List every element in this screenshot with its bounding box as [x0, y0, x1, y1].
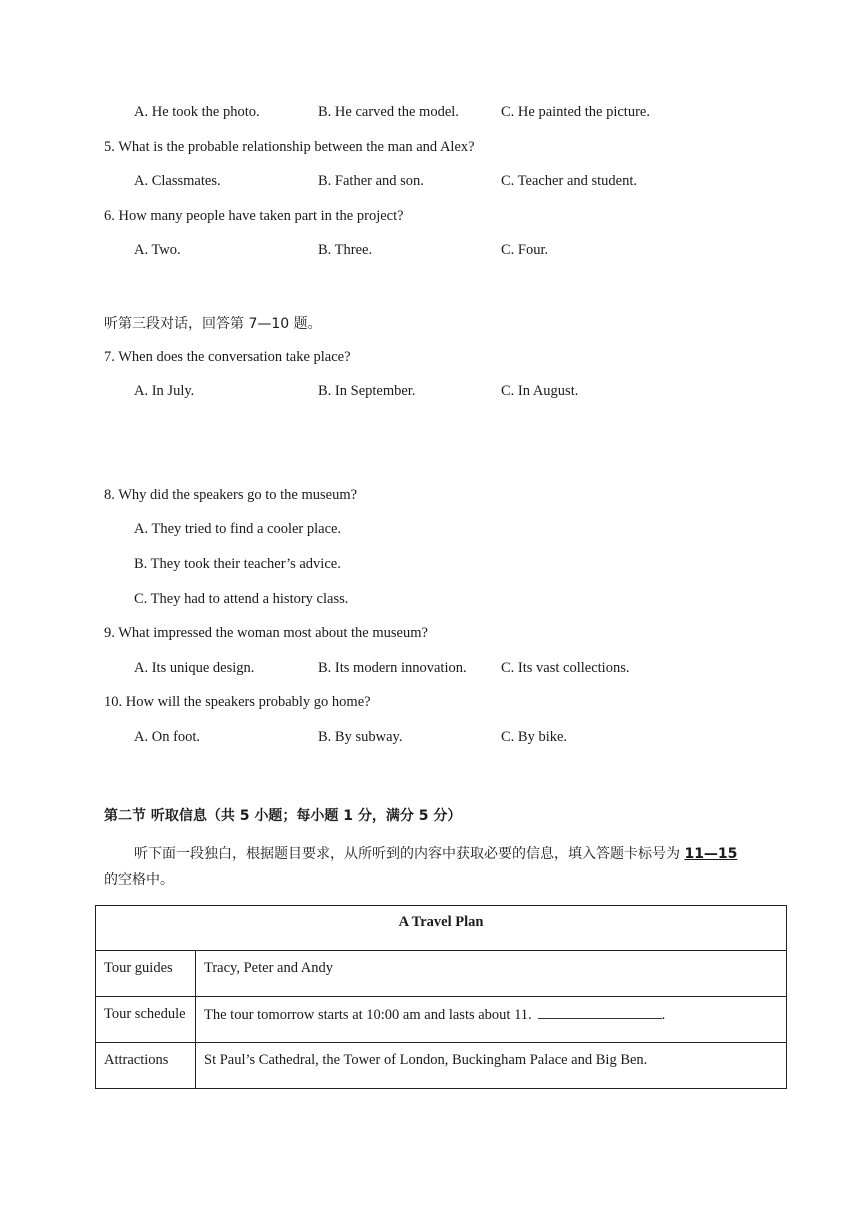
- q4-option-c: C. He painted the picture.: [501, 104, 650, 120]
- dialog3-instruction: 听第三段对话，回答第 7—10 题。: [104, 316, 322, 332]
- q5-option-b: B. Father and son.: [318, 173, 424, 189]
- q4-option-a: A. He took the photo.: [134, 104, 260, 120]
- q5-option-c: C. Teacher and student.: [501, 173, 638, 189]
- q9-option-c: C. Its vast collections.: [501, 660, 630, 676]
- section2-question-range: 11—15: [684, 846, 738, 862]
- q7-option-a: A. In July.: [134, 383, 195, 399]
- q7-option-b: B. In September.: [318, 383, 416, 399]
- q9-option-a: A. Its unique design.: [134, 660, 255, 676]
- q8-option-a: A. They tried to find a cooler place.: [134, 521, 342, 537]
- table-row: [96, 1043, 787, 1089]
- q7-option-c: C. In August.: [501, 383, 579, 399]
- section2-instruction-line1: [134, 843, 737, 863]
- table-row: [96, 951, 787, 997]
- row-content-attractions: St Paul’s Cathedral, the Tower of London, Buckingham Palace and Big Ben.: [196, 1043, 787, 1089]
- q8-question: 8. Why did the speakers go to the museum?: [104, 487, 358, 503]
- q10-question: 10. How will the speakers probably go home?: [104, 694, 371, 710]
- tour-schedule-text: The tour tomorrow starts at 10:00 am and lasts about 11.: [204, 1007, 532, 1023]
- row-content-tour-guides: Tracy, Peter and Andy: [196, 951, 787, 997]
- q9-option-b: B. Its modern innovation.: [318, 660, 467, 676]
- row-label-attractions: Attractions: [96, 1043, 196, 1089]
- row-label-tour-guides: Tour guides: [96, 951, 196, 997]
- table-title: A Travel Plan: [96, 906, 787, 951]
- q6-option-a: A. Two.: [134, 242, 181, 258]
- table-header-row: [96, 906, 787, 951]
- section2-instruction-line2: 的空格中。: [104, 872, 174, 888]
- q4-option-b: B. He carved the model.: [318, 104, 459, 120]
- q5-question: 5. What is the probable relationship between the man and Alex?: [104, 139, 475, 155]
- q10-option-c: C. By bike.: [501, 729, 568, 745]
- q10-option-b: B. By subway.: [318, 729, 403, 745]
- section2-title: 第二节 听取信息（共 5 小题；每小题 1 分，满分 5 分）: [104, 808, 462, 824]
- q8-option-c: C. They had to attend a history class.: [134, 591, 349, 607]
- q10-option-a: A. On foot.: [134, 729, 201, 745]
- q6-option-b: B. Three.: [318, 242, 373, 258]
- answer-blank-11[interactable]: [538, 1006, 662, 1019]
- travel-plan-table: [95, 905, 787, 1089]
- q5-option-a: A. Classmates.: [134, 173, 221, 189]
- q6-question: 6. How many people have taken part in the project?: [104, 208, 404, 224]
- row-label-tour-schedule: Tour schedule: [96, 997, 196, 1043]
- q9-question: 9. What impressed the woman most about the museum?: [104, 625, 428, 641]
- section2-instruction-text: 听下面一段独白，根据题目要求，从所听到的内容中获取必要的信息，填入答题卡标号为: [134, 846, 685, 862]
- tour-schedule-period: .: [661, 1007, 666, 1023]
- q6-option-c: C. Four.: [501, 242, 549, 258]
- row-content-tour-schedule: [196, 997, 787, 1043]
- q7-question: 7. When does the conversation take place?: [104, 349, 351, 365]
- table-row: [96, 997, 787, 1043]
- q8-option-b: B. They took their teacher’s advice.: [134, 556, 341, 572]
